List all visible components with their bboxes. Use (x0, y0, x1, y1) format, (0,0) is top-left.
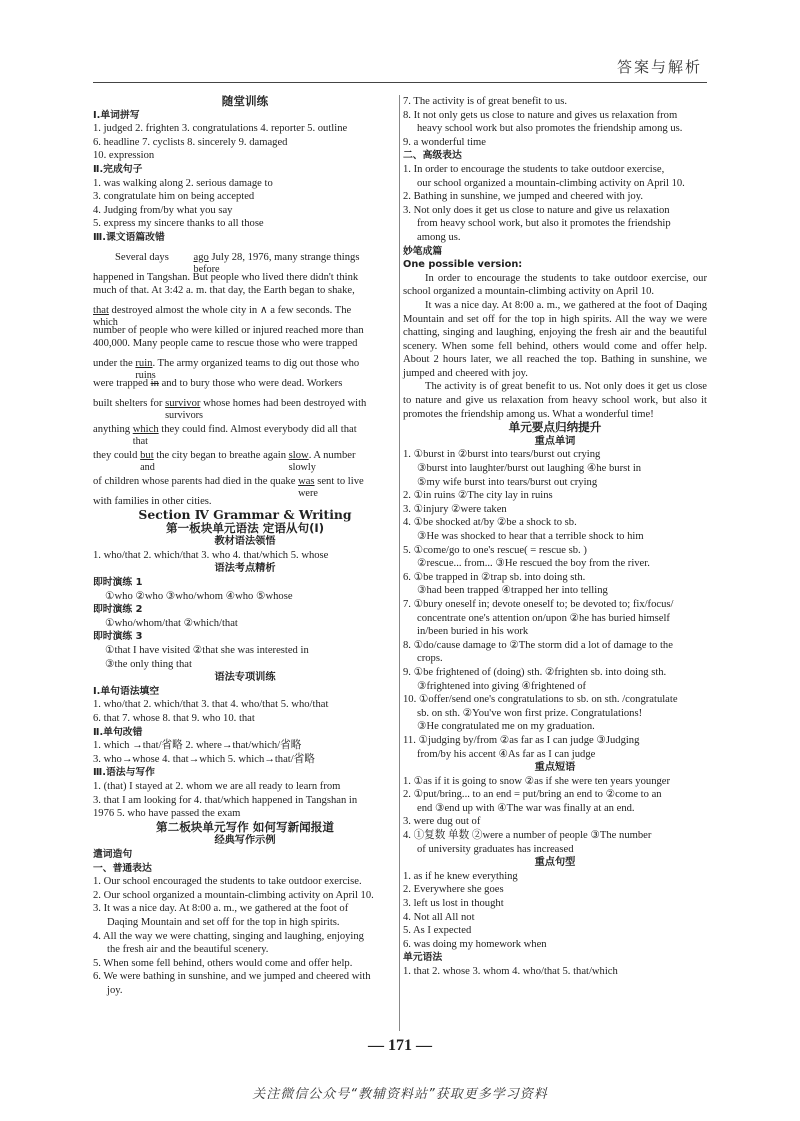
answer-line: 5. express my sincere thanks to all those (93, 218, 264, 230)
answer-line: 4. All the way we were chatting, singing and laughing, enjoying (93, 930, 364, 942)
answer-line: 遣词造句 (93, 848, 133, 860)
answer-line: 第一板块单元语法 定语从句(Ⅰ) (165, 520, 325, 535)
passage-line: number of people who were killed or injured reached more than (93, 324, 364, 336)
column-divider (399, 95, 400, 1031)
essay-paragraph: In order to encourage the students to take outdoor exercise, our school organized a mountain-climbing activity on April 10. (403, 272, 707, 298)
answer-line: 妙笔成篇 (403, 245, 443, 257)
answer-line: 即时演练 3 (93, 631, 143, 643)
answer-line: 1. that 2. whose 3. whom 4. who/that 5. that/which (403, 966, 618, 977)
answer-line: ③frightened into giving ④frightened of (417, 680, 587, 692)
answer-line: 3. ①injury ②were taken (403, 503, 507, 515)
passage-line: were trapped in and to bury those who were dead. Workers (93, 377, 343, 389)
header-rule (93, 82, 707, 83)
answer-line: 经典写作示例 (214, 835, 276, 847)
answer-line: 随堂训练 (221, 94, 269, 108)
answer-line: among us. (417, 231, 461, 243)
passage-line: much of that. At 3:42 a. m. that day, the Earth began to shake, (93, 285, 355, 297)
answer-line: from heavy school work, but also it promotes the friendship (417, 218, 671, 230)
answer-line: 2. ①in ruins ②The city lay in ruins (403, 490, 553, 502)
left-column (93, 95, 397, 997)
answer-line: 3. It was a nice day. At 8:00 a. m., we gathered at the foot of (93, 903, 349, 915)
answer-line: 6. We were bathing in sunshine, and we jumped and cheered with (93, 971, 371, 983)
passage-line: 400,000. Many people came to rescue those who were trapped (93, 338, 358, 350)
right-answers-top (403, 95, 707, 272)
answer-line: 3. that I am looking for 4. that/which happened in Tangshan in (93, 794, 358, 806)
answer-line: 第二板块单元写作 如何写新闻报道 (156, 819, 334, 834)
answer-line: ①who ②who ③who/whom ④who ⑤whose (105, 590, 293, 602)
answer-line: 2. Our school organized a mountain-climbing activity on April 10. (93, 889, 374, 901)
left-answers-bottom (93, 495, 397, 998)
answer-line: 重点单词 (534, 435, 576, 447)
essay-paragraph: The activity is of great benefit to us. Not only does it get us close to nature and give us relaxation from heavy school work, but also it promotes the friendship among us. What a wonderful time! (403, 381, 707, 420)
answer-line: 5. When some fell behind, others would come and offer help. (93, 957, 353, 969)
answer-line: the fresh air and the beautiful scenery. (107, 944, 269, 956)
essay-paragraph: It was a nice day. At 8:00 a. m., we gathered at the foot of Daqing Mountain and set off for the top in high spirits. All the way we were chatting, singing and laughing, enjoying the fresh air and the beautiful scenery. When some fell behind, others would come and offer help. About 2 hours later, we all reached the top. Bathing in sunshine, we jumped and cheered with joy. (403, 299, 707, 379)
answer-line: with families in other cities. (93, 495, 212, 507)
answer-line: 即时演练 2 (93, 604, 143, 616)
answer-line: 单元要点归纳提升 (508, 420, 602, 435)
unit-summary (403, 421, 707, 978)
answer-line: 5. As I expected (403, 925, 472, 937)
passage-line: they could but and the city began to breathe again slow slowly . A number (93, 449, 356, 473)
answer-line: crops. (417, 653, 443, 665)
answer-line: 教材语法领悟 (214, 536, 276, 548)
answer-line: One possible version: (403, 259, 523, 271)
passage-line: anything which that they could find. Almost everybody did all that (93, 423, 357, 447)
answer-line: 9. a wonderful time (403, 136, 486, 148)
answer-line: 6. headline 7. cyclists 8. sincerely 9. damaged (93, 136, 288, 148)
answer-line: 3. left us lost in thought (403, 898, 504, 910)
passage-line: built shelters for survivor survivors whose homes had been destroyed with (93, 397, 367, 421)
answer-line: 1. who/that 2. which/that 3. that 4. who/that 5. who/that (93, 699, 329, 711)
answer-line: 1. which →that/省略 2. where→that/which/省略 (93, 740, 302, 752)
answer-line: sb. on sth. ②You've won first prize. Congratulations! (417, 707, 643, 719)
answer-line: 单元语法 (403, 952, 443, 964)
answer-line: 5. ①come/go to one's rescue( = rescue sb. ) (403, 544, 587, 556)
answer-line: our school organized a mountain-climbing activity on April 10. (417, 177, 685, 189)
answer-line: Ⅰ.单词拼写 (93, 109, 140, 121)
answer-line: 3. congratulate him on being accepted (93, 191, 255, 203)
answer-line: 1. who/that 2. which/that 3. who 4. that/which 5. whose (93, 549, 329, 561)
answer-line: 10. ①offer/send one's congratulations to sb. on sth. /congratulate (403, 694, 678, 706)
answer-line: 4. ①复数 单数 ②were a number of people ③The number (403, 830, 652, 842)
answer-line: Ⅲ.语法与写作 (93, 767, 155, 779)
answer-line: 6. ①be trapped in ②trap sb. into doing sth. (403, 571, 586, 583)
page-number: — 171 — (368, 1037, 432, 1054)
answer-line: 1. (that) I stayed at 2. whom we are all ready to learn from (93, 780, 341, 792)
answer-line: ③He was shocked to hear that a terrible shock to him (417, 531, 644, 542)
answer-line: Section Ⅳ Grammar & Writing (138, 507, 352, 523)
running-header: 答案与解析 (616, 58, 702, 76)
answer-line: 3. were dug out of (403, 816, 481, 828)
answer-line: Ⅱ.单句改错 (93, 726, 143, 738)
answer-line: 重点短语 (534, 762, 576, 774)
answer-line: joy. (107, 984, 123, 996)
answer-line: concentrate one's attention on/upon ②he has buried himself (417, 612, 670, 624)
answer-line: Ⅲ.课文语篇改错 (93, 231, 165, 243)
answer-line: 7. ①bury oneself in; devote oneself to; be devoted to; fix/focus/ (403, 598, 674, 610)
answer-line: ③had been trapped ④trapped her into telling (417, 585, 608, 597)
answer-line: 1. was walking along 2. serious damage to (93, 177, 273, 189)
answer-line: ①who/whom/that ②which/that (105, 617, 238, 629)
answer-line: 1. ①as if it is going to snow ②as if she were ten years younger (403, 775, 671, 787)
answer-line: ③He congratulated me on my graduation. (417, 721, 595, 733)
answer-line: 3. who→whose 4. that→which 5. which→that/省略 (93, 753, 315, 765)
answer-line: 2. Bathing in sunshine, we jumped and cheered with joy. (403, 191, 643, 203)
answer-line: 8. It not only gets us close to nature and gives us relaxation from (403, 109, 678, 121)
right-column (403, 95, 707, 979)
answer-line: 1. as if he knew everything (403, 870, 518, 882)
answer-line: 11. ①judging by/from ②as far as I can judge ③Judging (403, 734, 640, 746)
answer-line: from/by his accent ④As far as I can judge (417, 748, 596, 760)
left-answers-top (93, 95, 397, 245)
answer-line: 1976 5. who have passed the exam (93, 808, 241, 820)
answer-line: ③burst into laughter/burst out laughing ④he burst in (417, 463, 642, 475)
passage-line: of children whose parents had died in the quake was were sent to live (93, 475, 364, 499)
answer-line: 1. ①burst in ②burst into tears/burst out crying (403, 449, 601, 461)
answer-line: 9. ①be frightened of (doing) sth. ②frighten sb. into doing sth. (403, 666, 667, 678)
answer-line: 一、普通表达 (93, 862, 152, 874)
answer-line: 3. Not only does it get us close to nature and give us relaxation (403, 204, 670, 216)
answer-line: 重点句型 (534, 857, 576, 869)
passage-line: under the ruin ruins . The army organized teams to dig out those who (93, 357, 360, 381)
answer-line: 6. was doing my homework when (403, 938, 547, 950)
answer-line: 6. that 7. whose 8. that 9. who 10. that (93, 713, 255, 724)
answer-line: 语法考点精析 (214, 563, 276, 575)
answer-line: 1. In order to encourage the students to take outdoor exercise, (403, 163, 665, 175)
answer-line: Ⅰ.单句语法填空 (93, 685, 160, 697)
answer-line: heavy school work but also promotes the friendship among us. (417, 123, 683, 135)
answer-line: ②rescue... from... ③He rescued the boy from the river. (417, 558, 650, 570)
passage-line: Several days ago before July 28, 1976, many strange things (115, 251, 360, 275)
answer-line: 1. judged 2. frighten 3. congratulations 4. reporter 5. outline (93, 123, 348, 135)
answer-line: ⑤my wife burst into tears/burst out crying (417, 476, 598, 488)
answer-line: Ⅱ.完成句子 (93, 163, 143, 175)
answer-line: 1. Our school encouraged the students to take outdoor exercise. (93, 876, 362, 888)
answer-line: 二、高级表达 (403, 150, 462, 162)
answer-line: 7. The activity is of great benefit to us. (403, 96, 567, 107)
answer-line: Daqing Mountain and set off for the top in high spirits. (107, 916, 340, 928)
answer-line: 10. expression (93, 150, 155, 162)
passage-line: happened in Tangshan. But people who lived there didn't think (93, 271, 359, 283)
answer-line: 4. Not all All not (403, 911, 475, 923)
footer-note: 关注微信公众号“教辅资料站”获取更多学习资料 (252, 1087, 548, 1102)
answer-line: 4. Judging from/by what you say (93, 204, 233, 216)
answer-line: in/been buried in his work (417, 626, 529, 638)
answer-line: ①that I have visited ②that she was interested in (105, 645, 309, 657)
answer-line: 即时演练 1 (93, 577, 143, 589)
answer-line: ③the only thing that (105, 658, 192, 670)
answer-line: of university graduates has increased (417, 843, 574, 855)
answer-line: 4. ①be shocked at/by ②be a shock to sb. (403, 517, 577, 529)
text-correction-passage (93, 245, 397, 499)
answer-line: end ③end up with ④The war was finally at an end. (417, 802, 635, 814)
answer-line: 8. ①do/cause damage to ②The storm did a lot of damage to the (403, 639, 673, 651)
model-essay (403, 272, 707, 422)
passage-line: that which destroyed almost the whole city in ∧ a few seconds. The (93, 304, 352, 328)
answer-line: 2. ①put/bring... to an end = put/bring an end to ②come to an (403, 789, 662, 801)
answer-line: 语法专项训练 (214, 672, 276, 684)
answer-line: 2. Everywhere she goes (403, 884, 504, 896)
